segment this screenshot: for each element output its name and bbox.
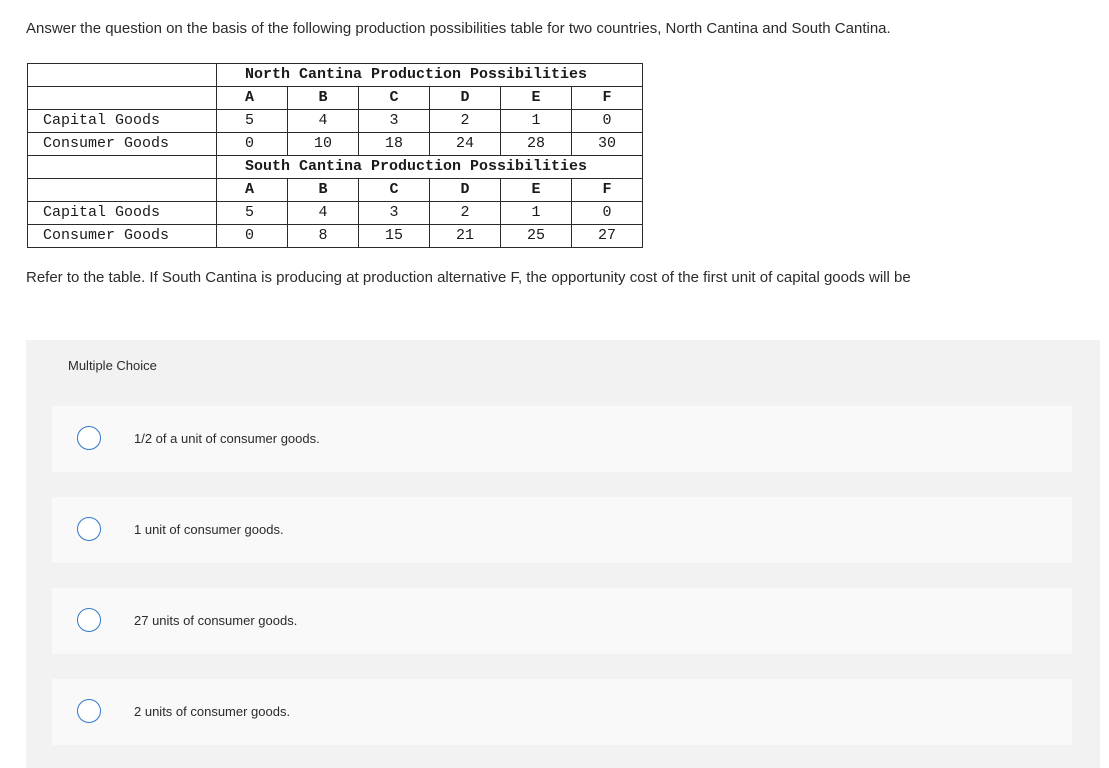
table-cell: 5 [217,110,288,133]
south-header-row [28,179,643,202]
column-header: A [217,179,288,202]
table-cell: 3 [359,202,430,225]
table-cell: 0 [572,202,643,225]
column-header: E [501,87,572,110]
south-capital-row [28,202,643,225]
column-header: B [288,179,359,202]
multiple-choice-panel [26,340,1100,768]
table-cell: 30 [572,133,643,156]
row-label: Consumer Goods [28,133,217,156]
column-header: F [572,87,643,110]
radio-button-icon[interactable] [77,426,101,450]
north-capital-row [28,110,643,133]
table-cell: 0 [572,110,643,133]
answer-option-text: 2 units of consumer goods. [134,704,291,719]
table-cell: 3 [359,110,430,133]
south-table-title: South Cantina Production Possibilities [217,156,643,179]
north-header-row [28,87,643,110]
column-header: B [288,87,359,110]
table-cell: 2 [430,202,501,225]
north-consumer-row [28,133,643,156]
table-cell: 1 [501,110,572,133]
row-label: Consumer Goods [28,225,217,248]
table-cell: 0 [217,133,288,156]
north-title-row [28,64,643,87]
answer-option-1[interactable] [52,406,1072,472]
answer-option-2[interactable] [52,497,1072,563]
table-cell: 15 [359,225,430,248]
column-header: E [501,179,572,202]
intro-text: Answer the question on the basis of the following production possibilities table for two countries, North Cantina and South Cantina. [26,20,891,37]
row-label: Capital Goods [28,110,217,133]
column-header: A [217,87,288,110]
north-table-title: North Cantina Production Possibilities [217,64,643,87]
table-cell: 21 [430,225,501,248]
answer-option-text: 1 unit of consumer goods. [134,522,284,537]
empty-label-cell [28,64,217,87]
empty-label-cell [28,179,217,202]
column-header: C [359,179,430,202]
column-header: D [430,179,501,202]
answer-option-4[interactable] [52,679,1072,745]
question-text: Refer to the table. If South Cantina is producing at production alternative F, the opportunity cost of the first unit of capital goods will be [26,269,911,286]
table-cell: 4 [288,110,359,133]
production-possibilities-table [27,63,643,248]
table-cell: 24 [430,133,501,156]
column-header: D [430,87,501,110]
column-header: C [359,87,430,110]
radio-button-icon[interactable] [77,608,101,632]
table-cell: 2 [430,110,501,133]
empty-label-cell [28,156,217,179]
radio-button-icon[interactable] [77,517,101,541]
table-cell: 18 [359,133,430,156]
table-cell: 1 [501,202,572,225]
table-cell: 8 [288,225,359,248]
table-cell: 0 [217,225,288,248]
answer-option-text: 27 units of consumer goods. [134,613,298,628]
row-label: Capital Goods [28,202,217,225]
table-cell: 28 [501,133,572,156]
radio-button-icon[interactable] [77,699,101,723]
column-header: F [572,179,643,202]
table-cell: 5 [217,202,288,225]
table-cell: 10 [288,133,359,156]
answer-option-text: 1/2 of a unit of consumer goods. [134,431,320,446]
multiple-choice-header: Multiple Choice [68,358,157,373]
table-cell: 25 [501,225,572,248]
table-cell: 4 [288,202,359,225]
empty-label-cell [28,87,217,110]
south-title-row [28,156,643,179]
answer-option-3[interactable] [52,588,1072,654]
table-cell: 27 [572,225,643,248]
south-consumer-row [28,225,643,248]
